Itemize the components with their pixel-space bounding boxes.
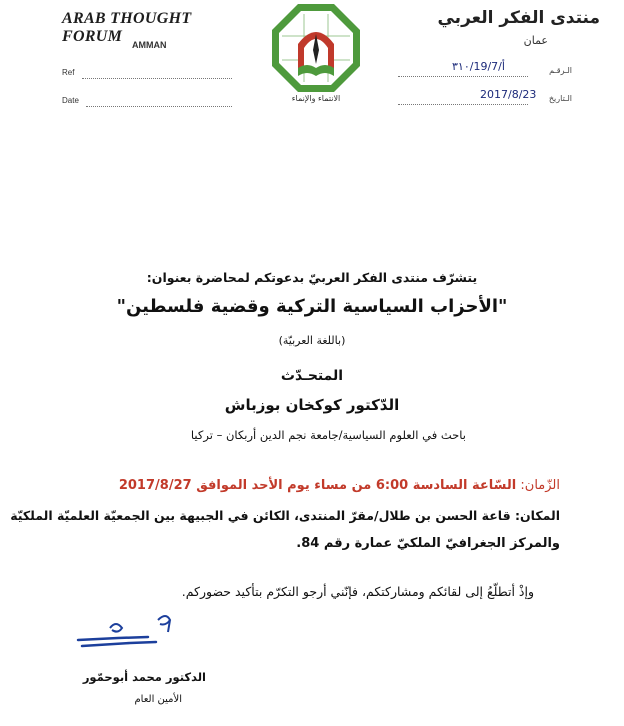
speaker-name: الدّكتور كوكخان بوزباش xyxy=(224,396,400,414)
invitation-intro: يتشرّف منتدى الفكر العربيّ بدعوتكم لمحاضرة بعنوان: xyxy=(146,270,478,285)
ref-line-ar xyxy=(398,76,528,77)
place-line-1: المكان: قاعة الحسن بن طلال/مقرّ المنتدى، الكائن في الجبيهة بين الجمعيّة العلميّة الملكيّة xyxy=(10,508,560,523)
city-ar: عمان xyxy=(523,34,548,47)
time-text: السّاعة السادسة 6:00 من مساء يوم الأحد الموافق 2017/8/27 xyxy=(118,478,517,493)
ref-label: Ref xyxy=(62,68,75,77)
ref-label-ar: الـرقـم xyxy=(549,66,572,75)
date-label-ar: الـتاريخ xyxy=(548,94,572,103)
signatory-name: الدكتور محمد أبوحمّور xyxy=(82,670,206,684)
forum-name-en: ARAB THOUGHT FORUM xyxy=(62,10,192,45)
logo-motto: الانتماء والإنماء xyxy=(291,94,341,103)
ref-line xyxy=(82,78,232,79)
speaker-label: المتحـدّث xyxy=(280,368,344,384)
time-line xyxy=(40,478,560,493)
date-value: 2017/8/23 xyxy=(480,88,537,101)
lecture-language: (باللغة العربيّة) xyxy=(278,334,346,347)
city-en: AMMAN xyxy=(132,40,167,50)
closing-line: وإذْ أتطلّعُ إلى لقائكم ومشاركتكم، فإنّني أرجو التكرّم بتأكيد حضوركم. xyxy=(181,584,534,599)
forum-name-ar: منتدى الفكر العربي xyxy=(437,8,600,28)
date-line xyxy=(86,106,232,107)
date-line-ar xyxy=(398,104,528,105)
place-line-2: والمركز الجغرافيّ الملكيّ عمارة رقم 84. xyxy=(296,536,560,551)
time-label: الزّمان: xyxy=(520,478,560,493)
ref-value: ٣١٠/19/7/أ xyxy=(452,60,505,73)
signatory-title: الأمين العام xyxy=(134,694,182,705)
forum-logo xyxy=(268,2,364,110)
date-label: Date xyxy=(62,96,79,105)
lecture-title: "الأحزاب السياسية التركية وقضية فلسطين" xyxy=(116,296,508,317)
handwritten-signature xyxy=(70,606,180,656)
speaker-affiliation: باحث في العلوم السياسية/جامعة نجم الدين أربكان – تركيا xyxy=(190,428,466,442)
